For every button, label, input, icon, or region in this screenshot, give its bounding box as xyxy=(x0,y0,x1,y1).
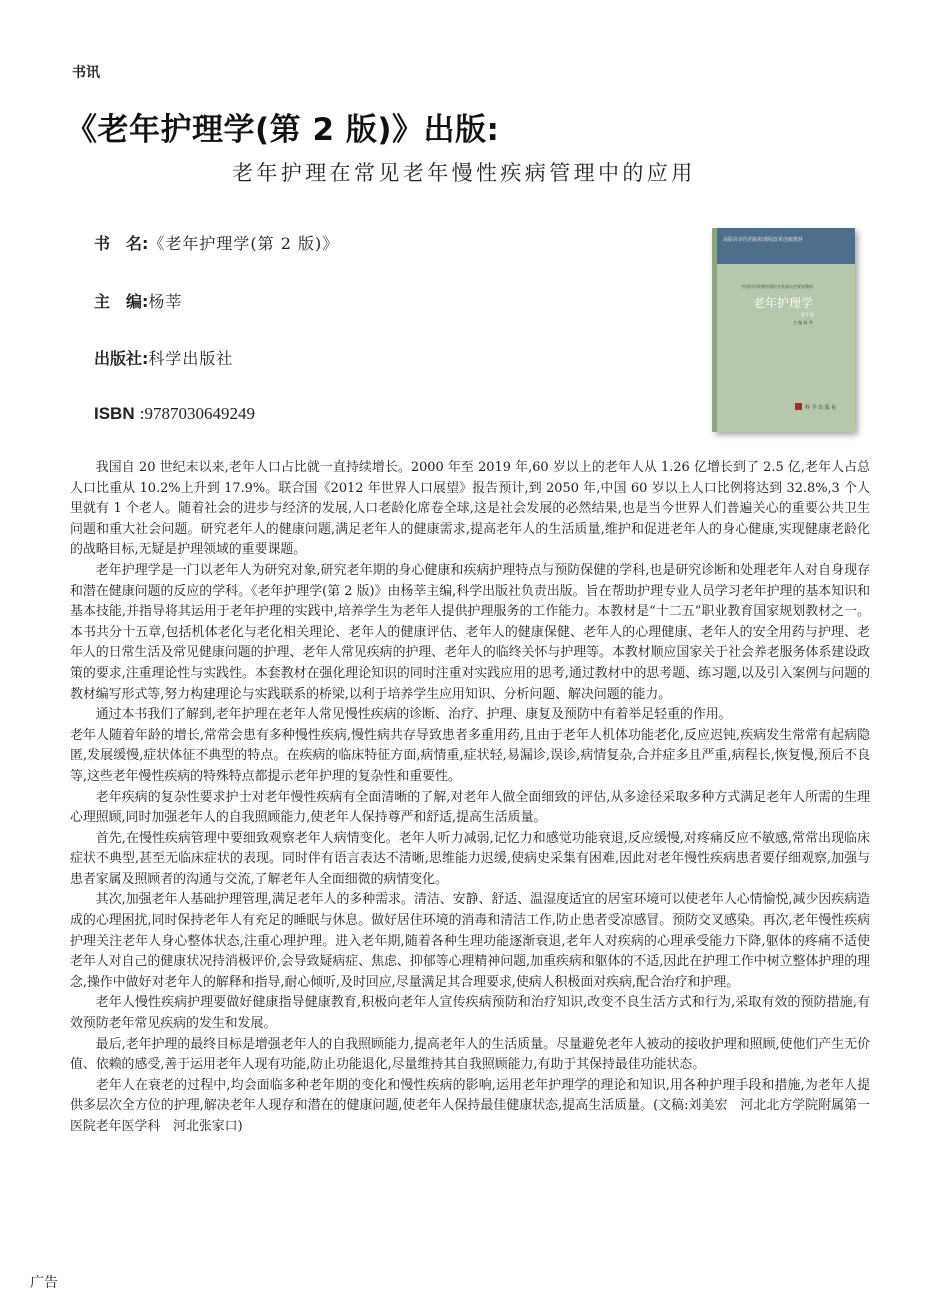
editor-row xyxy=(94,289,182,312)
publisher-label: 出版社: xyxy=(94,349,149,368)
book-name-value: 《老年护理学(第 2 版)》 xyxy=(148,234,340,253)
cover-title: 老年护理学 xyxy=(753,296,814,310)
paragraph: 老年人慢性疾病护理要做好健康指导健康教育,积极向老年人宣传疾病预防和治疗知识,改变不良生活方式和行为,采取有效的预防措施,有效预防老年常见疾病的发生和发展。 xyxy=(70,995,870,1032)
book-name-label: 书 名: xyxy=(94,234,149,253)
cover-edition: 第 2 版 xyxy=(801,312,815,317)
article-title: 《老年护理学(第 2 版)》出版: xyxy=(66,112,500,148)
cover-top-band xyxy=(717,228,855,264)
publisher-logo-icon xyxy=(795,403,802,410)
paragraph: 老年人随着年龄的增长,常常会患有多种慢性疾病,慢性病共存导致患者多重用药,且由于老年人机体功能老化,反应迟钝,疾病发生常常有起病隐匿,发展缓慢,症状体征不典型的特点。在疾病的临床特征方面,病情重,症状轻,易漏诊,误诊,病情复杂,合并症多且严重,病程长,恢复慢,预后不良等,这些老年慢性疾病的特殊特点都提示老年护理的复杂性和重要性。 xyxy=(70,727,870,784)
paragraph: 最后,老年护理的最终目标是增强老年人的自我照顾能力,提高老年人的生活质量。尽量避免老年人被动的接收护理和照顾,使他们产生无价值、依赖的感受,善于运用老年人现有功能,防止功能退化,尽量维持其自我照顾能力,有助于其保持最佳功能状态。 xyxy=(70,1036,870,1073)
cover-author: 主 编 杨 莘 xyxy=(793,320,813,325)
section-tag: 书讯 xyxy=(72,65,100,81)
publisher-row xyxy=(94,346,233,369)
article-body xyxy=(70,458,870,1138)
article-subtitle: 老年护理在常见老年慢性疾病管理中的应用 xyxy=(232,161,696,185)
cover-series-text: 中国科学院教材建设专家委员会规划教材 xyxy=(741,284,813,289)
isbn-label: ISBN xyxy=(94,404,135,423)
paragraph: 其次,加强老年人基础护理管理,满足老年人的多种需求。清洁、安静、舒适、温湿度适宜的居室环境可以使老年人心情愉悦,减少因疾病造成的心理困扰,同时保持老年人有充足的睡眠与休息。做好居住环境的消毒和清洁工作,防止患者受凉感冒。预防交叉感染。再次,老年慢性疾病护理关注老年人身心整体状态,注重心理护理。进入老年期,随着各种生理功能逐渐衰退,老年人对疾病的心理承受能力下降,躯体的疼痛不适使老年人对自己的健康状况持消极评价,会导致疑病症、焦虑、抑郁等心理精神问题,加重疾病和躯体的不适,因此在护理工作中树立整体护理的理念,操作中做好对老年人的解释和指导,耐心倾听,及时回应,尽量满足其合理要求,使病人积极面对疾病,配合治疗和护理。 xyxy=(70,892,870,990)
footer-tag: 广告 xyxy=(30,1275,58,1291)
paragraph: 老年人在衰老的过程中,均会面临多种老年期的变化和慢性疾病的影响,运用老年护理学的理论和知识,用各种护理手段和措施,为老年人提供多层次全方位的护理,解决老年人现存和潜在的健康问题,使老年人保持最佳健康状态,提高生活质量。(文稿:刘美宏 河北北方学院附属第一医院老年医学科 河北张家口) xyxy=(70,1077,870,1134)
paragraph: 首先,在慢性疾病管理中要细致观察老年人病情变化。老年人听力减弱,记忆力和感觉功能衰退,反应缓慢,对疼痛反应不敏感,常常出现临床症状不典型,甚至无临床症状的表现。同时伴有语言表达不清晰,思维能力迟缓,使病史采集有困难,因此对老年慢性疾病患者要仔细观察,加强与患者家属及照顾者的沟通与交流,了解老年人全面细微的病情变化。 xyxy=(70,830,870,887)
paragraph: 我国自 20 世纪末以来,老年人口占比就一直持续增长。2000 年至 2019 年,60 岁以上的老年人从 1.26 亿增长到了 2.5 亿,老年人占总人口比重从 10.2%上升到 17.9%。联合国《2012 年世界人口展望》报告预计,到 2050 年,中国 60 岁以上人口比例将达到 32.8%,3 个人里就有 1 个老人。随着社会的进步与经济的发展,人口老龄化席卷全球,这是社会发展的必然结果,也是当今世界人们普遍关心的重要公共卫生问题和重大社会问题。研究老年人的健康问题,满足老年人的健康需求,提高老年人的生活质量,维护和促进老年人的身心健康,实现健康老龄化的战略目标,无疑是护理领域的重要课题。 xyxy=(70,460,870,558)
publisher-value: 科学出版社 xyxy=(148,349,234,368)
isbn-row xyxy=(94,404,255,424)
editor-label: 主 编: xyxy=(94,292,149,311)
cover-top-text: 高职高专医药院校课程改革创新教材 xyxy=(723,237,804,243)
editor-value: 杨莘 xyxy=(148,292,183,311)
cover-publisher: 科 学 出 版 社 xyxy=(805,405,837,411)
book-name-row xyxy=(94,231,339,254)
paragraph: 通过本书我们了解到,老年护理在老年人常见慢性疾病的诊断、治疗、护理、康复及预防中有着举足轻重的作用。 xyxy=(95,707,732,723)
isbn-value: :9787030649249 xyxy=(139,404,255,423)
book-cover-image xyxy=(712,228,855,432)
paragraph: 老年疾病的复杂性要求护士对老年慢性疾病有全面清晰的了解,对老年人做全面细致的评估,从多途径采取多种方式满足老年人所需的生理心理照顾,同时加强老年人的自我照顾能力,使老年人保持尊严和舒适,提高生活质量。 xyxy=(70,789,870,826)
paragraph: 老年护理学是一门以老年人为研究对象,研究老年期的身心健康和疾病护理特点与预防保健的学科,也是研究诊断和处理老年人对自身现存和潜在健康问题的反应的学科。《老年护理学(第 2 版)》由杨莘主编,科学出版社负责出版。旨在帮助护理专业人员学习老年护理的基本知识和基本技能,并指导将其运用于老年护理的实践中,培养学生为老年人提供护理服务的工作能力。本教材是“十二五”职业教育国家规划教材之一。本书共分十五章,包括机体老化与老化相关理论、老年人的健康评估、老年人的健康保健、老年人的心理健康、老年人的安全用药与护理、老年人的日常生活及常见健康问题的护理、老年人常见疾病的护理、老年人的临终关怀与护理等。本教材顺应国家关于社会养老服务体系建设政策的要求,注重理论性与实践性。本套教材在强化理论知识的同时注重对实践应用的思考,通过教材中的思考题、练习题,以及引入案例与问题的教材编写形式等,努力构建理论与实践联系的桥梁,以利于培养学生应用知识、分析问题、解决问题的能力。 xyxy=(70,562,870,702)
